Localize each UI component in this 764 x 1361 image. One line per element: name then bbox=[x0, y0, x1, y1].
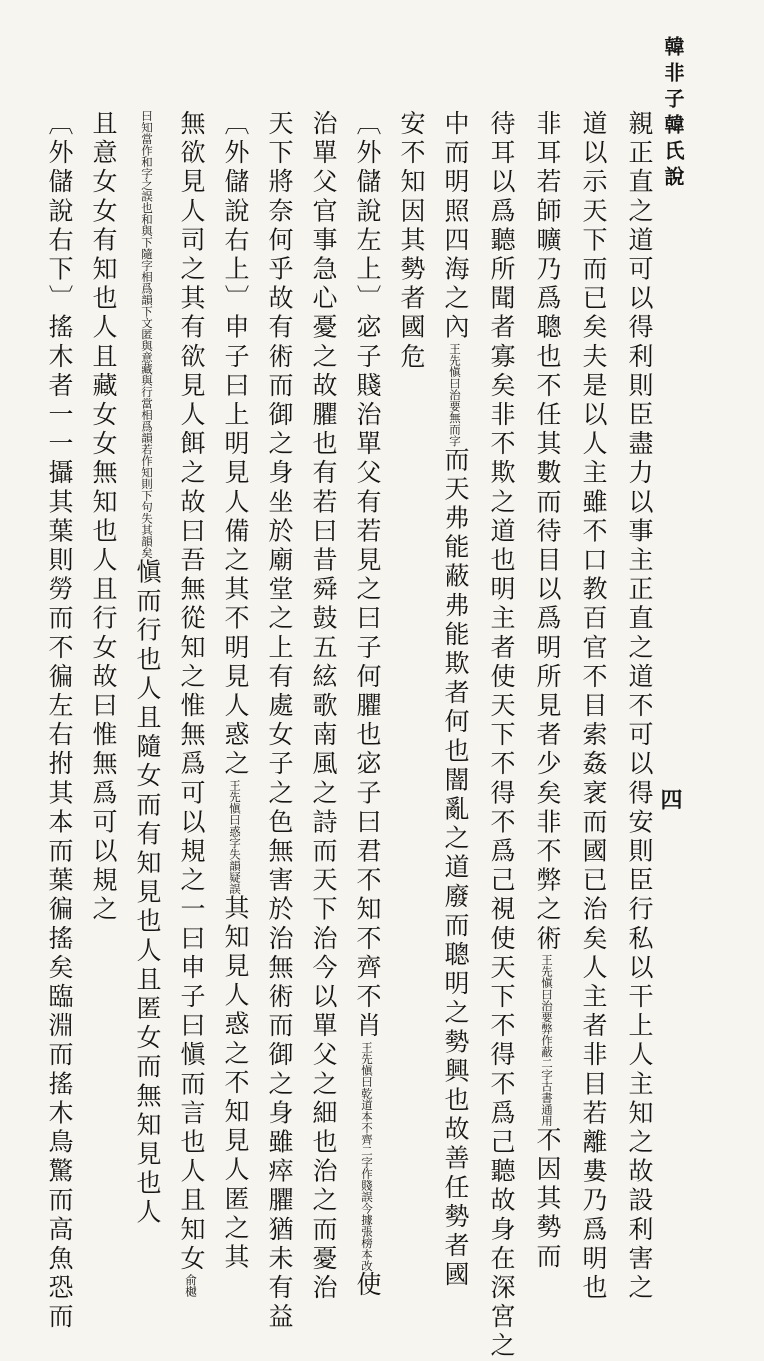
text-column-7: 〔外儲說左上〕宓子賤治單父有若見之曰子何臞也宓子曰君不知不齊不肖王先愼曰乾道本不齊二字作賤誤今據張榜本改使 bbox=[353, 110, 382, 1301]
commentary-note: 俞樾 bbox=[184, 1274, 198, 1297]
text-column-1: 親正直之道可以得利則臣盡力以事主正直之道不可以得安則臣行私以干上人主知之故設利害之 bbox=[625, 110, 654, 1304]
text-column-13: 且意女女有知也人且藏女女無知也人且行女故曰惟無爲可以規之 bbox=[89, 110, 118, 925]
commentary-note: 王先愼曰治要無而字 bbox=[448, 342, 462, 447]
text-column-4: 待耳以爲聽所聞者寡矣非不欺之道也明主者使天下不得不爲己視使天下不得不爲己聽故身在深宮之 bbox=[487, 110, 516, 1361]
text-column-12: 曰知當作和字之誤也和與下隨字相爲韻下文匿與意藏與行當相爲韻若作知則下句失其韻矣愼而行也人且隨女而有知見也人且匿女而無知見也人 bbox=[133, 110, 162, 1228]
text-column-14: 〔外儲說右下〕搖木者一一攝其葉則勞而不徧左右拊其本而葉徧搖矣臨淵而搖木鳥驚而高魚恐而 bbox=[45, 110, 74, 1333]
text-column-2: 道以示天下而已矣夫是以人主雖不口教百官不目索姦衺而國已治矣人主者非目若離婁乃爲明也 bbox=[579, 110, 608, 1304]
text-column-3: 非耳若師曠乃爲聰也不任其數而待目以爲明所見者少矣非不弊之術王先愼曰治要弊作蔽二字古書通用不因其勢而 bbox=[533, 110, 562, 1272]
running-header: 韓非子韓氏說 bbox=[661, 36, 685, 192]
commentary-note: 王先愼曰治要弊作蔽二字古書通用 bbox=[540, 953, 554, 1127]
commentary-note: 王先愼曰惑字失韻疑誤 bbox=[228, 779, 242, 895]
text-column-10: 〔外儲說右上〕申子曰上明見人備之其不明見人惑之王先愼曰惑字失韻疑誤其知見人惑之不知見人匿之其 bbox=[221, 110, 250, 1273]
text-column-6: 安不知因其勢者國危 bbox=[397, 110, 426, 372]
text-column-8: 治單父官事急心憂之故臞也有若曰昔舜鼓五絃歌南風之詩而天下治今以單父之細也治之而憂治 bbox=[309, 110, 338, 1304]
page-number: 四 bbox=[657, 788, 683, 810]
text-column-11: 無欲見人司之其有欲見人餌之故曰吾無從知之惟無爲可以規之一曰申子曰愼而言也人且知女俞樾 bbox=[177, 110, 206, 1297]
commentary-note: 曰知當作和字之誤也和與下隨字相爲韻下文匿與意藏與行當相爲韻若作知則下句失其韻矣 bbox=[140, 110, 154, 559]
text-column-5: 中而明照四海之內王先愼曰治要無而字而天弗能蔽弗能欺者何也闇亂之道廢而聰明之勢興也故善任勢者國 bbox=[441, 110, 470, 1291]
commentary-note: 王先愼曰乾道本不齊二字作賤誤今據張榜本改 bbox=[360, 1041, 374, 1272]
text-column-9: 天下將奈何乎故有術而御之身坐於廟堂之上有處女子之色無害於治無術而御之身雖瘁臞猶未有益 bbox=[265, 110, 294, 1333]
